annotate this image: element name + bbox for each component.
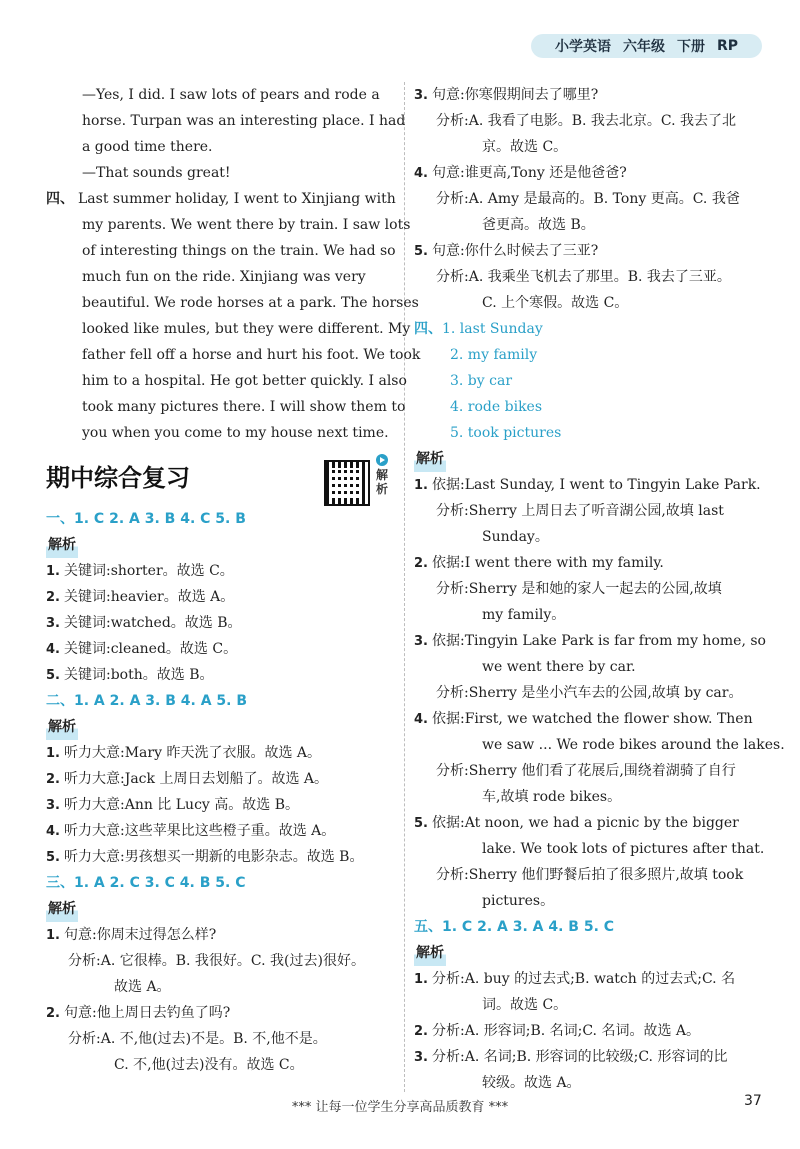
- note-text: lake. We took lots of pictures after that.: [482, 841, 765, 857]
- note-text: 听力大意:Ann 比 Lucy 高。故选 B。: [64, 797, 300, 813]
- note-text: Sunday。: [482, 529, 549, 545]
- note-text: 分析:A. 它很棒。B. 我很好。C. 我(过去)很好。: [68, 953, 365, 969]
- note-number: 4.: [46, 642, 60, 657]
- part4-answer: 2. my family: [450, 347, 538, 363]
- note-number: 4.: [46, 824, 60, 839]
- note-number: 1.: [414, 972, 428, 987]
- part4-answer: 4. rode bikes: [450, 399, 543, 415]
- passage-line: much fun on the ride. Xinjiang was very: [82, 269, 366, 285]
- note-number: 1.: [414, 478, 428, 493]
- dialog-line: —That sounds great!: [82, 165, 231, 181]
- header-subject: 小学英语: [554, 39, 611, 55]
- passage-line: him to a hospital. He got better quickly. I also: [82, 373, 407, 389]
- note-number: 2.: [46, 1006, 60, 1021]
- note-number: 2.: [414, 1024, 428, 1039]
- note-text: 分析:A. Amy 是最高的。B. Tony 更高。C. 我爸: [436, 191, 740, 207]
- note-text: 关键词:shorter。故选 C。: [64, 563, 234, 579]
- note-number: 3.: [414, 634, 428, 649]
- note-text: 听力大意:男孩想买一期新的电影杂志。故选 B。: [64, 849, 364, 865]
- passage-line: beautiful. We rode horses at a park. The horses: [82, 295, 419, 311]
- note-text: 京。故选 C。: [482, 139, 568, 155]
- part2-answers: 二、1. A 2. A 3. B 4. A 5. B: [46, 693, 248, 709]
- jiexi-label: 解析: [46, 714, 78, 740]
- note-text: 关键词:heavier。故选 A。: [64, 589, 235, 605]
- jiexi-label: 解析: [46, 896, 78, 922]
- note-text: 分析:A. 不,他(过去)不是。B. 不,他不是。: [68, 1031, 327, 1047]
- note-number: 4.: [414, 712, 428, 727]
- note-number: 2.: [414, 556, 428, 571]
- note-text: 听力大意:Mary 昨天洗了衣服。故选 A。: [64, 745, 322, 761]
- note-text: we saw ... We rode bikes around the lakes.: [482, 737, 785, 753]
- qr-code-icon[interactable]: [324, 460, 370, 506]
- note-text: my family。: [482, 607, 566, 623]
- passage-line: my parents. We went there by train. I saw lots: [82, 217, 411, 233]
- dialog-line: —Yes, I did. I saw lots of pears and rode a: [82, 87, 380, 103]
- jiexi-label: 解析: [414, 940, 446, 966]
- right-column: [414, 82, 785, 1096]
- note-text: 爸更高。故选 B。: [482, 217, 595, 233]
- note-text: 关键词:both。故选 B。: [64, 667, 214, 683]
- part3-answers: 三、1. A 2. C 3. C 4. B 5. C: [46, 875, 246, 891]
- part4-answer: 1. last Sunday: [442, 321, 543, 337]
- note-number: 3.: [414, 88, 428, 103]
- note-number: 4.: [414, 166, 428, 181]
- passage-line: father fell off a horse and hurt his foot. We took: [82, 347, 421, 363]
- note-text: 分析:A. 我乘坐飞机去了那里。B. 我去了三亚。: [436, 269, 731, 285]
- note-text: 故选 A。: [114, 979, 171, 995]
- note-number: 1.: [46, 746, 60, 761]
- note-text: 分析:Sherry 是和她的家人一起去的公园,故填: [436, 581, 722, 597]
- note-text: 较级。故选 A。: [482, 1075, 581, 1091]
- passage-line: you when you come to my house next time.: [82, 425, 389, 441]
- part1-answers: 一、1. C 2. A 3. B 4. C 5. B: [46, 511, 246, 527]
- header-edition: RP: [716, 38, 739, 54]
- dialog-line: horse. Turpan was an interesting place. I had: [82, 113, 406, 129]
- note-text: 句意:他上周日去钓鱼了吗?: [64, 1005, 231, 1021]
- note-text: 依据:Last Sunday, I went to Tingyin Lake Park.: [432, 477, 761, 493]
- note-text: C. 上个寒假。故选 C。: [482, 295, 629, 311]
- note-text: 分析:A. buy 的过去式;B. watch 的过去式;C. 名: [432, 971, 736, 987]
- dialog-line: a good time there.: [82, 139, 213, 155]
- note-text: 句意:你寒假期间去了哪里?: [432, 87, 599, 103]
- note-text: 分析:Sherry 上周日去了听音湖公园,故填 last: [436, 503, 724, 519]
- section-title-block: [46, 460, 396, 496]
- header-volume: 下册: [676, 39, 705, 55]
- note-number: 5.: [46, 668, 60, 683]
- note-text: 关键词:watched。故选 B。: [64, 615, 242, 631]
- note-text: 句意:谁更高,Tony 还是他爸爸?: [432, 165, 627, 181]
- note-text: 分析:A. 我看了电影。B. 我去北京。C. 我去了北: [436, 113, 737, 129]
- jiexi-label: 解析: [414, 446, 446, 472]
- note-text: 依据:Tingyin Lake Park is far from my home, so: [432, 633, 766, 649]
- passage-line: of interesting things on the train. We had so: [82, 243, 396, 259]
- note-text: 关键词:cleaned。故选 C。: [64, 641, 238, 657]
- note-text: we went there by car.: [482, 659, 636, 675]
- qr-label: [376, 454, 392, 496]
- note-text: 句意:你周末过得怎么样?: [64, 927, 217, 943]
- footer-slogan: *** 让每一位学生分享高品质教育 ***: [291, 1100, 509, 1115]
- note-text: C. 不,他(过去)没有。故选 C。: [114, 1057, 304, 1073]
- jiexi-label: 解析: [46, 532, 78, 558]
- play-icon: [376, 454, 388, 466]
- passage-number: 四、: [46, 191, 74, 207]
- note-text: 句意:你什么时候去了三亚?: [432, 243, 599, 259]
- note-number: 5.: [46, 850, 60, 865]
- left-column: [46, 82, 421, 1078]
- qr-label-text: 解析: [376, 468, 389, 496]
- page-number: 37: [744, 1093, 762, 1109]
- passage-line: Last summer holiday, I went to Xinjiang with: [78, 191, 396, 207]
- note-number: 3.: [414, 1050, 428, 1065]
- note-text: 词。故选 C。: [482, 997, 568, 1013]
- passage-line: took many pictures there. I will show them to: [82, 399, 406, 415]
- note-text: 依据:At noon, we had a picnic by the bigger: [432, 815, 739, 831]
- note-number: 3.: [46, 616, 60, 631]
- note-number: 1.: [46, 564, 60, 579]
- note-number: 5.: [414, 244, 428, 259]
- part4-prefix: 四、: [414, 321, 442, 337]
- note-text: 听力大意:这些苹果比这些橙子重。故选 A。: [64, 823, 336, 839]
- note-text: 依据:I went there with my family.: [432, 555, 664, 571]
- note-number: 2.: [46, 772, 60, 787]
- note-text: 车,故填 rode bikes。: [482, 789, 622, 805]
- part5-answers: 五、1. C 2. A 3. A 4. B 5. C: [414, 919, 615, 935]
- note-number: 5.: [414, 816, 428, 831]
- section-title: 期中综合复习: [46, 464, 190, 492]
- part4-answer: 3. by car: [450, 373, 513, 389]
- note-text: 分析:Sherry 是坐小汽车去的公园,故填 by car。: [436, 685, 743, 701]
- header-grade: 六年级: [622, 39, 665, 55]
- note-text: 分析:Sherry 他们看了花展后,围绕着湖骑了自行: [436, 763, 736, 779]
- note-text: 分析:A. 形容词;B. 名词;C. 名词。故选 A。: [432, 1023, 701, 1039]
- note-number: 2.: [46, 590, 60, 605]
- note-text: pictures。: [482, 893, 555, 909]
- header-badge: [531, 34, 762, 58]
- note-text: 依据:First, we watched the flower show. Then: [432, 711, 753, 727]
- passage-line: looked like mules, but they were different. My: [82, 321, 411, 337]
- note-number: 3.: [46, 798, 60, 813]
- part4-answer: 5. took pictures: [450, 425, 562, 441]
- note-text: 分析:A. 名词;B. 形容词的比较级;C. 形容词的比: [432, 1049, 728, 1065]
- note-number: 1.: [46, 928, 60, 943]
- note-text: 听力大意:Jack 上周日去划船了。故选 A。: [64, 771, 329, 787]
- note-text: 分析:Sherry 他们野餐后拍了很多照片,故填 took: [436, 867, 744, 883]
